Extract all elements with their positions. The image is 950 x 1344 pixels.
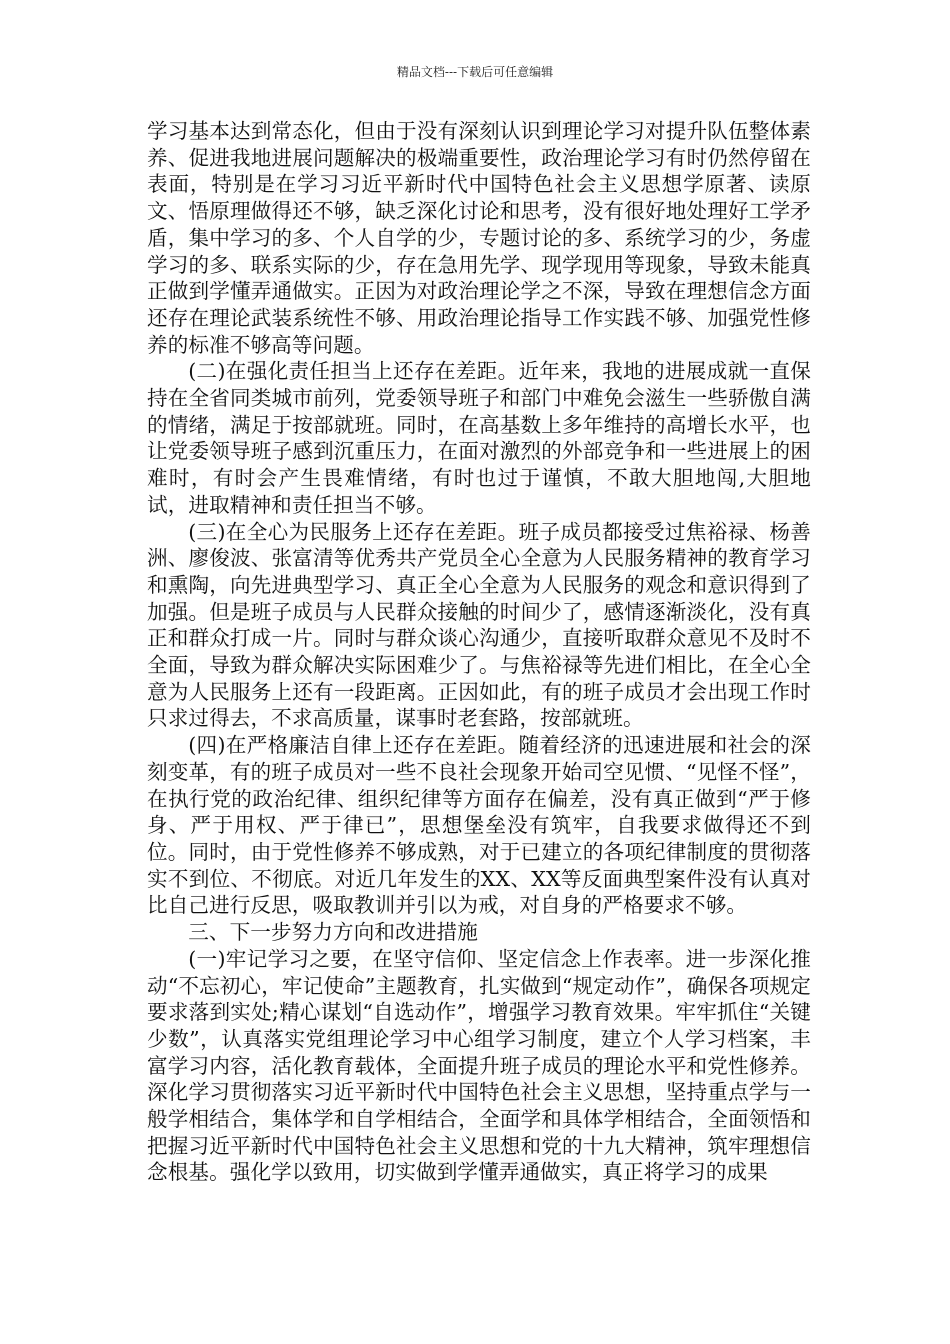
paragraph-study-measures: (一)牢记学习之要，在坚守信仰、坚定信念上作表率。进一步深化推动“不忘初心，牢记使命”主题教育，扎实做到“规定动作”，确保各项规定要求落到实处;精心谋划“自选动作”，增强学习教育效果。牢牢抓住“关键少数”，认真落实党组理论学习中心组学习制度，建立个人学习档案，丰富学习内容，活化教育载体，全面提升班子成员的理论水平和党性修养。深化学习贯彻落实习近平新时代中国特色社会主义思想，坚持重点学与一般学相结合，集体学和自学相结合，全面学和具体学相结合，全面领悟和把握习近平新时代中国特色社会主义思想和党的十九大精神，筑牢理想信念根基。强化学以致用，切实做到学懂弄通做实，真正将学习的成果 — [147, 946, 811, 1185]
paragraph-self-discipline: (四)在严格廉洁自律上还存在差距。随着经济的迅速进展和社会的深刻变革，有的班子成员对一些不良社会现象开始司空见惯、“见怪不怪”，在执行党的政治纪律、组织纪律等方面存在偏差，没有真正做到“严于修身、严于用权、严于律已”，思想堡垒没有筑牢，自我要求做得还不到位。同时，由于党性修养不够成熟，对于已建立的各项纪律制度的贯彻落实不到位、不彻底。对近几年发生的XX、XX等反面典型案件没有认真对比自己进行反思，吸取教训并引以为戒，对自身的严格要求不够。 — [147, 733, 811, 918]
section-heading-next-steps: 三、下一步努力方向和改进措施 — [188, 920, 478, 945]
document-body — [147, 118, 811, 1186]
paragraph-responsibility: (二)在强化责任担当上还存在差距。近年来，我地的进展成就一直保持在全省同类城市前列，党委领导班子和部门中难免会滋生一些骄傲自满的情绪，满足于按部就班。同时，在高基数上多年维持的高增长水平，也让党委领导班子感到沉重压力，在面对激烈的外部竞争和一些进展上的困难时，有时会产生畏难情绪，有时也过于谨慎，不敢大胆地闯,大胆地试，进取精神和责任担当不够。 — [147, 359, 811, 517]
paragraph-continuation: 学习基本达到常态化，但由于没有深刻认识到理论学习对提升队伍整体素养、促进我地进展问题解决的极端重要性，政治理论学习有时仍然停留在表面，特别是在学习习近平新时代中国特色社会主义思想学原著、读原文、悟原理做得还不够，缺乏深化讨论和思考，没有很好地处理好工学矛盾，集中学习的多、个人自学的少，专题讨论的多、系统学习的少，务虚学习的多、联系实际的少，存在急用先学、现学现用等现象，导致未能真正做到学懂弄通做实。正因为对政治理论学之不深，导致在理想信念方面还存在理论武装系统性不够、用政治理论指导工作实践不够、加强党性修养的标准不够高等问题。 — [147, 119, 811, 357]
page-header: 精品文档---下载后可任意编辑 — [396, 65, 554, 79]
paragraph-serve-people: (三)在全心为民服务上还存在差距。班子成员都接受过焦裕禄、杨善洲、廖俊波、张富清等优秀共产党员全心全意为人民服务精神的教育学习和熏陶，向先进典型学习、真正全心全意为人民服务的观念和意识得到了加强。但是班子成员与人民群众接触的时间少了，感情逐渐淡化，没有真正和群众打成一片。同时与群众谈心沟通少，直接听取群众意见不及时不全面，导致为群众解决实际困难少了。与焦裕禄等先进们相比，在全心全意为人民服务上还有一段距离。正因如此，有的班子成员才会出现工作时只求过得去，不求高质量，谋事时老套路，按部就班。 — [147, 519, 811, 731]
